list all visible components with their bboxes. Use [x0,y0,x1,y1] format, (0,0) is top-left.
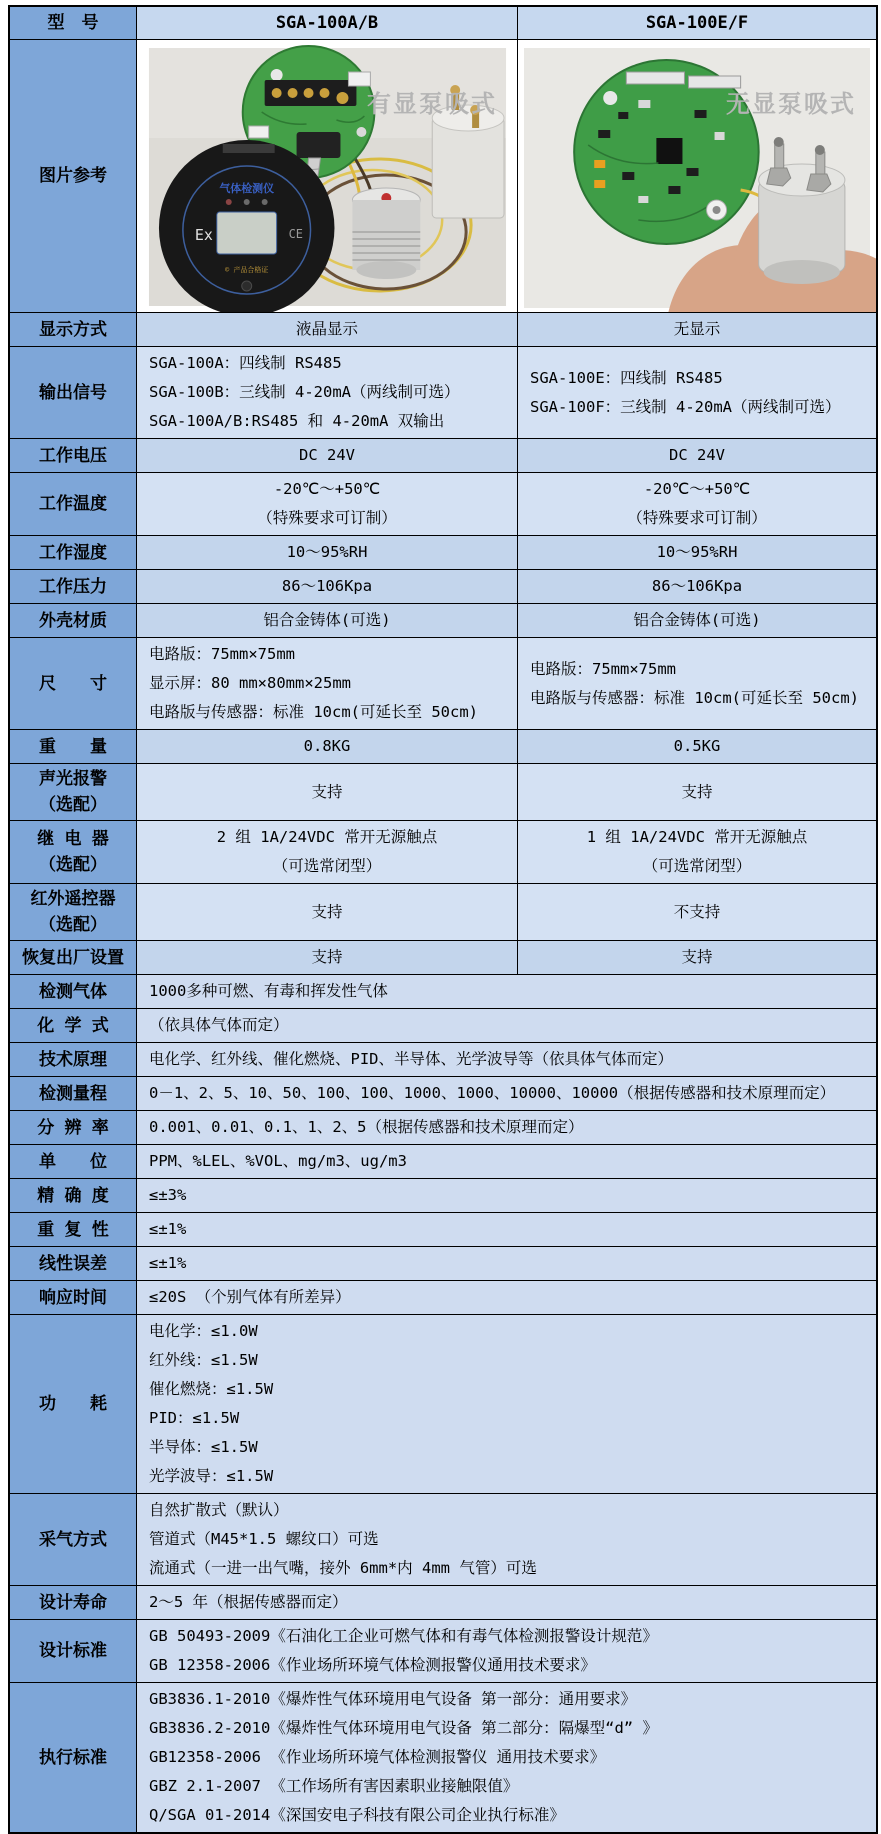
cell-display-mode-model-a [136,313,517,346]
row-label-executive-standard [10,1683,136,1832]
cell-output-signal-model-b [517,347,876,438]
cell-text-line: 自然扩散式（默认） [149,1501,289,1519]
cell-text-line: Q/SGA 01-2014《深国安电子科技有限公司企业执行标准》 [149,1806,565,1824]
row-label-accuracy [10,1179,136,1212]
cell-audible-visual-alarm-model-b [517,764,876,820]
row-label-line: 执行标准 [39,1747,107,1768]
cell-display-mode-model-b [517,313,876,346]
row-label-line: 工作压力 [39,576,107,597]
row-label-repeatability [10,1213,136,1246]
cell-working-temperature-model-a [136,473,517,535]
spec-row-audible-visual-alarm [10,763,876,820]
cell-text-line: PPM、%LEL、%VOL、mg/m3、ug/m3 [149,1152,407,1170]
svg-text:CE: CE [288,226,304,242]
cell-text-line: 支持 [311,948,343,966]
cell-text-line: 0.5KG [673,737,721,755]
cell-text-line: 不支持 [673,902,721,921]
cell-working-temperature-model-b [517,473,876,535]
cell-text-line: 铝合金铸体(可选) [263,611,391,629]
spec-row-dimensions [10,637,876,729]
spec-row-sampling-method [10,1493,876,1585]
cell-text-line: 管道式（M45*1.5 螺纹口）可选 [149,1530,379,1548]
cell-text-line: 电路版与传感器：标准 10cm(可延长至 50cm) [530,688,859,707]
row-label-line: 声光报警 [39,769,107,789]
row-label-display-mode [10,313,136,346]
row-label-line: 检测量程 [39,1083,107,1104]
cell-factory-reset-model-b [517,941,876,974]
product-photo-a-illustration [137,40,517,312]
cell-technology-principle-value [136,1043,876,1076]
cell-text-line: 电路版：75mm×75mm [149,645,295,663]
cell-housing-material-model-a [136,604,517,637]
cell-working-voltage-model-a [136,439,517,472]
row-label-design-standard [10,1620,136,1682]
spec-table [8,5,878,1834]
spec-row-output-signal [10,346,876,438]
cell-text-line: （可选常闭型） [272,857,382,875]
row-label-line: 化 学 式 [37,1015,109,1036]
cell-text-line: 0.8KG [303,737,351,755]
image-reference-row [10,39,876,312]
watermark-a: 有显泵吸式 [367,90,497,118]
cell-text-line: （可选常闭型） [642,857,752,875]
cell-text-line: 电化学：≤1.0W [149,1322,258,1340]
cell-weight-model-b [517,730,876,763]
cell-weight-model-a [136,730,517,763]
cell-text-line: ≤±1% [149,1220,187,1238]
row-label-dimensions [10,638,136,729]
cell-text-line: （特殊要求可订制） [257,509,397,527]
spec-row-detection-range [10,1076,876,1110]
spec-row-linearity-error [10,1246,876,1280]
spec-row-display-mode [10,312,876,346]
spec-row-relay [10,820,876,883]
cell-text-line: （特殊要求可订制） [627,509,767,527]
cell-factory-reset-model-a [136,941,517,974]
cell-text-line: 86～106Kpa [281,577,373,595]
spec-row-executive-standard [10,1682,876,1832]
cell-text-line: -20℃～+50℃ [643,480,751,498]
spec-row-weight [10,729,876,763]
cell-detected-gas-value [136,975,876,1008]
row-label-line: 输出信号 [39,382,107,403]
cell-text-line: 2～5 年（根据传感器而定） [149,1593,348,1611]
cell-text-line: 支持 [681,948,713,966]
row-label-output-signal [10,347,136,438]
cell-text-line: 支持 [311,782,343,801]
row-label-line: （选配） [39,795,107,815]
row-label-working-voltage [10,439,136,472]
row-label-line: 设计标准 [39,1641,107,1661]
spec-rows [10,312,876,1832]
row-label-line: 采气方式 [39,1529,107,1550]
cell-text-line: 电路版：75mm×75mm [530,659,676,678]
row-label-chemical-formula [10,1009,136,1042]
cell-relay-model-b [517,821,876,883]
cell-text-line: DC 24V [669,446,725,464]
row-label-line: 检测气体 [39,981,107,1002]
spec-row-factory-reset [10,940,876,974]
cell-unit-value [136,1145,876,1178]
row-label-weight [10,730,136,763]
cell-working-humidity-model-b [517,536,876,569]
row-label-line: 线性误差 [39,1253,107,1274]
product-photo-b [517,40,876,312]
row-label-line: 红外遥控器 [30,889,116,909]
row-label-resolution [10,1111,136,1144]
cell-text-line: 支持 [311,902,343,921]
row-label-line: 工作温度 [39,494,107,514]
row-label-working-humidity [10,536,136,569]
row-label-ir-remote [10,884,136,940]
row-label-technology-principle [10,1043,136,1076]
model-b-name: SGA-100E/F [645,13,749,33]
cell-text-line: SGA-100A：四线制 RS485 [149,354,342,372]
cell-text-line: SGA-100F：三线制 4-20mA（两线制可选） [530,397,841,416]
cell-text-line: ≤20S （个别气体有所差异） [149,1288,351,1306]
cell-design-standard-value [136,1620,876,1682]
spec-row-technology-principle [10,1042,876,1076]
cell-text-line: 1 组 1A/24VDC 常开无源触点 [586,828,808,846]
cell-text-line: 1000多种可燃、有毒和挥发性气体 [149,982,388,1000]
cell-detection-range-value [136,1077,876,1110]
cell-ir-remote-model-a [136,884,517,940]
row-label-line: 重 复 性 [37,1219,109,1240]
cell-text-line: SGA-100E：四线制 RS485 [530,368,723,387]
cell-chemical-formula-value [136,1009,876,1042]
cell-text-line: GB3836.1-2010《爆炸性气体环境用电气设备 第一部分：通用要求》 [149,1690,637,1708]
row-label-power-consumption [10,1315,136,1493]
spec-row-working-voltage [10,438,876,472]
row-label-line: 精 确 度 [37,1185,109,1206]
cell-power-consumption-value [136,1315,876,1493]
spec-row-accuracy [10,1178,876,1212]
cell-text-line: 半导体：≤1.5W [149,1438,258,1456]
cell-text-line: GB3836.2-2010《爆炸性气体环境用电气设备 第二部分：隔爆型“d” 》 [149,1719,658,1737]
image-row-label: 图片参考 [39,166,107,186]
row-label-audible-visual-alarm [10,764,136,820]
cell-text-line: 催化燃烧：≤1.5W [149,1380,274,1398]
svg-text:© 产品合格证: © 产品合格证 [225,265,269,275]
cell-text-line: -20℃～+50℃ [273,480,381,498]
cell-text-line: GB 50493-2009《石油化工企业可燃气体和有毒气体检测报警设计规范》 [149,1627,658,1645]
row-label-line: 设计寿命 [39,1592,107,1613]
spec-row-design-standard [10,1619,876,1682]
row-label-detection-range [10,1077,136,1110]
spec-row-repeatability [10,1212,876,1246]
image-row-label-cell [10,40,136,312]
product-photo-a [136,40,517,312]
row-label-factory-reset [10,941,136,974]
row-label-housing-material [10,604,136,637]
cell-text-line: 液晶显示 [295,320,358,338]
spec-row-housing-material [10,603,876,637]
spec-row-response-time [10,1280,876,1314]
row-label-line: 响应时间 [39,1287,107,1308]
cell-text-line: 2 组 1A/24VDC 常开无源触点 [216,828,438,846]
cell-text-line: 显示屏：80 mm×80mm×25mm [149,674,351,692]
row-label-working-pressure [10,570,136,603]
cell-text-line: 电化学、红外线、催化燃烧、PID、半导体、光学波导等（依具体气体而定） [149,1050,673,1068]
row-label-line: 工作湿度 [39,542,107,563]
cell-text-line: PID：≤1.5W [149,1409,240,1427]
model-a-name: SGA-100A/B [275,13,379,33]
cell-text-line: GB12358-2006 《作业场所环境气体检测报警仪 通用技术要求》 [149,1748,606,1766]
cell-text-line: 流通式（一进一出气嘴，接外 6mm*内 4mm 气管）可选 [149,1559,537,1577]
model-label: 型 号 [47,13,99,33]
spec-row-unit [10,1144,876,1178]
svg-text:Ex: Ex [194,225,213,245]
cell-text-line: ≤±1% [149,1254,187,1272]
cell-text-line: GB 12358-2006《作业场所环境气体检测报警仪通用技术要求》 [149,1656,596,1674]
row-label-line: （选配） [39,855,107,875]
spec-row-power-consumption [10,1314,876,1493]
spec-row-chemical-formula [10,1008,876,1042]
cell-text-line: 支持 [681,782,713,801]
row-label-working-temperature [10,473,136,535]
row-label-line: 单 位 [39,1151,107,1172]
cell-working-humidity-model-a [136,536,517,569]
cell-linearity-error-value [136,1247,876,1280]
cell-working-voltage-model-b [517,439,876,472]
cell-text-line: SGA-100A/B:RS485 和 4-20mA 双输出 [149,412,445,430]
cell-text-line: 无显示 [673,320,721,338]
cell-response-time-value [136,1281,876,1314]
cell-working-pressure-model-b [517,570,876,603]
cell-text-line: （依具体气体而定） [149,1016,289,1034]
spec-row-ir-remote [10,883,876,940]
sensor-cylinder [352,188,420,279]
row-label-sampling-method [10,1494,136,1585]
cell-text-line: 光学波导：≤1.5W [149,1467,274,1485]
svg-text:气体检测仪: 气体检测仪 [219,181,275,196]
cell-text-line: ≤±3% [149,1186,187,1204]
cell-resolution-value [136,1111,876,1144]
cell-ir-remote-model-b [517,884,876,940]
cell-relay-model-a [136,821,517,883]
row-label-design-life [10,1586,136,1619]
cell-text-line: 0.001、0.01、0.1、1、2、5（根据传感器和技术原理而定） [149,1118,584,1136]
cell-text-line: 10～95%RH [656,543,738,561]
product-photo-b-illustration [518,40,876,312]
row-label-response-time [10,1281,136,1314]
header-model-label-cell [10,7,136,39]
cell-executive-standard-value [136,1683,876,1832]
header-model-b-cell [517,7,876,39]
spec-row-resolution [10,1110,876,1144]
cell-repeatability-value [136,1213,876,1246]
spec-row-working-pressure [10,569,876,603]
cell-text-line: GBZ 2.1-2007 《工作场所有害因素职业接触限值》 [149,1777,519,1795]
cell-text-line: 铝合金铸体(可选) [633,611,761,629]
cell-dimensions-model-b [517,638,876,729]
row-label-line: 显示方式 [39,319,107,340]
cell-housing-material-model-b [517,604,876,637]
row-label-line: 功 耗 [39,1394,107,1414]
watermark-b: 无显泵吸式 [726,90,856,118]
cell-output-signal-model-a [136,347,517,438]
cell-design-life-value [136,1586,876,1619]
cell-text-line: 电路版与传感器：标准 10cm(可延长至 50cm) [149,703,478,721]
row-label-line: 恢复出厂设置 [22,947,124,968]
row-label-linearity-error [10,1247,136,1280]
row-label-line: 尺 寸 [39,673,107,694]
cell-working-pressure-model-a [136,570,517,603]
spec-row-working-humidity [10,535,876,569]
cell-dimensions-model-a [136,638,517,729]
header-row [10,7,876,39]
cell-accuracy-value [136,1179,876,1212]
spec-row-detected-gas [10,974,876,1008]
cell-sampling-method-value [136,1494,876,1585]
spec-row-design-life [10,1585,876,1619]
cell-text-line: DC 24V [299,446,355,464]
row-label-line: （选配） [39,915,107,935]
cell-text-line: SGA-100B：三线制 4-20mA（两线制可选） [149,383,460,401]
cell-audible-visual-alarm-model-a [136,764,517,820]
row-label-line: 技术原理 [39,1049,107,1070]
cell-text-line: 红外线：≤1.5W [149,1351,258,1369]
header-model-a-cell [136,7,517,39]
row-label-line: 工作电压 [39,445,107,466]
row-label-line: 分 辨 率 [37,1117,109,1138]
row-label-line: 重 量 [39,736,107,757]
cell-text-line: 10～95%RH [286,543,368,561]
cell-text-line: 86～106Kpa [651,577,743,595]
row-label-line: 继 电 器 [37,829,109,849]
row-label-line: 外壳材质 [39,610,107,631]
cell-text-line: 0－1、2、5、10、50、100、100、1000、1000、10000、10000（根据传感器和技术原理而定） [149,1084,836,1102]
row-label-unit [10,1145,136,1178]
gas-detector-display [159,140,335,312]
spec-row-working-temperature [10,472,876,535]
row-label-detected-gas [10,975,136,1008]
row-label-relay [10,821,136,883]
